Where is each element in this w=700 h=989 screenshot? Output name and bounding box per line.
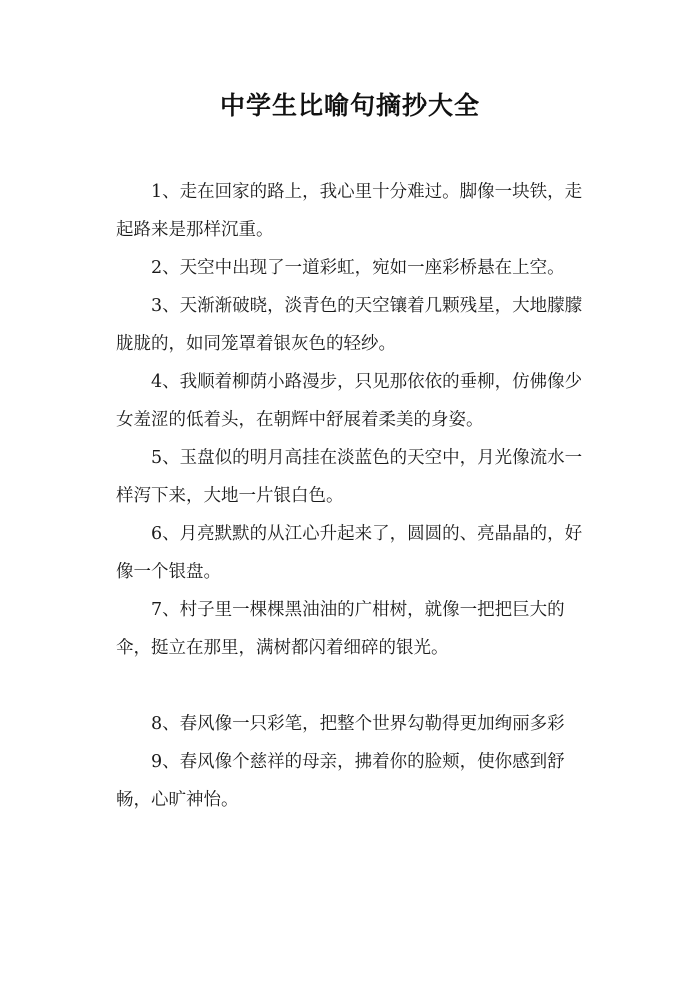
document-body	[116, 173, 586, 819]
paragraph-1: 1、走在回家的路上，我心里十分难过。脚像一块铁，走起路来是那样沉重。	[116, 182, 583, 240]
paragraph-9: 9、春风像个慈祥的母亲，拂着你的脸颊，使你感到舒畅，心旷神怡。	[116, 752, 565, 810]
paragraph-6: 6、月亮默默的从江心升起来了，圆圆的、亮晶晶的，好像一个银盘。	[116, 524, 583, 582]
paragraph-2: 2、天空中出现了一道彩虹，宛如一座彩桥悬在上空。	[151, 258, 565, 278]
document-title: 中学生比喻句摘抄大全	[219, 91, 480, 120]
paragraph-8: 8、春风像一只彩笔，把整个世界勾勒得更加绚丽多彩	[151, 714, 565, 734]
paragraph-7: 7、村子里一棵棵黑油油的广柑树，就像一把把巨大的伞，挺立在那里，满树都闪着细碎的银光。	[116, 600, 565, 658]
paragraph-5: 5、玉盘似的明月高挂在淡蓝色的天空中，月光像流水一样泻下来，大地一片银白色。	[116, 448, 583, 506]
paragraph-4: 4、我顺着柳荫小路漫步，只见那依依的垂柳，仿佛像少女羞涩的低着头，在朝辉中舒展着柔美的身姿。	[116, 372, 583, 430]
paragraph-3: 3、天渐渐破晓，淡青色的天空镶着几颗残星，大地朦朦胧胧的，如同笼罩着银灰色的轻纱。	[116, 296, 583, 354]
